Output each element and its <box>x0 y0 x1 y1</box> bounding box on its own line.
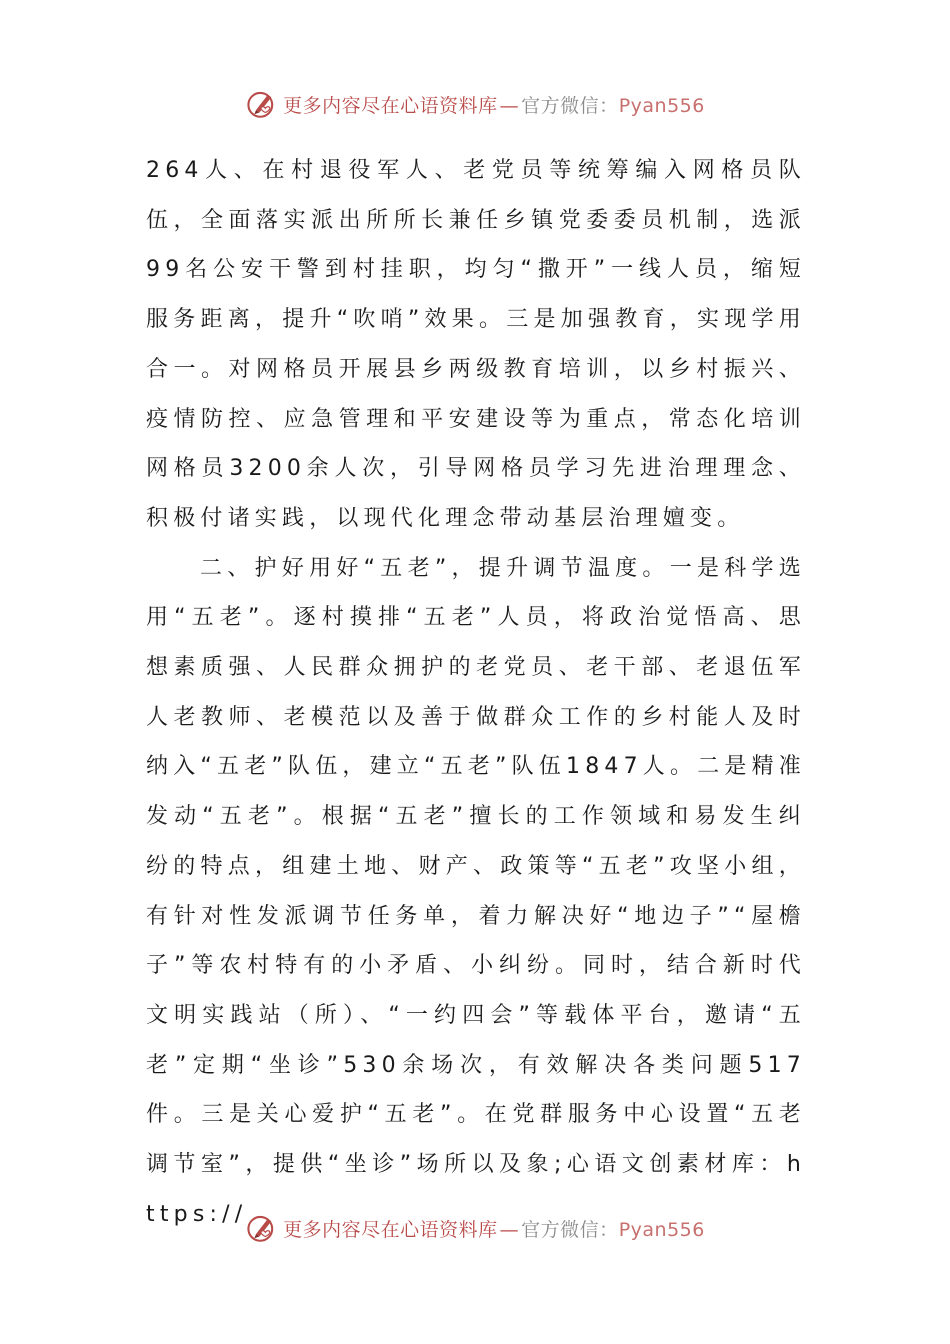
watermark-brand: 更多内容尽在心语资料库 <box>283 94 498 117</box>
watermark-separator: — <box>499 1218 520 1241</box>
footer-watermark <box>0 1208 950 1248</box>
pen-heart-logo-icon <box>245 87 279 121</box>
watermark-wechat-label: 官方微信： <box>521 1218 619 1241</box>
watermark-separator: — <box>499 94 520 117</box>
paragraph-1: 264人、在村退役军人、老党员等统筹编入网格员队伍，全面落实派出所所长兼任乡镇党委委员机制，选派99名公安干警到村挂职，均匀“撒开”一线人员，缩短服务距离，提升“吹哨”效果。三是加强教育，实现学用合一。对网格员开展县乡两级教育培训，以乡村振兴、疫情防控、应急管理和平安建设等为重点，常态化培训网格员3200余人次，引导网格员学习先进治理理念、积极付诸实践，以现代化理念带动基层治理嬗变。 <box>146 158 806 531</box>
pen-heart-logo-icon <box>245 1211 279 1245</box>
watermark-wechat-id: Pyan556 <box>618 1218 705 1241</box>
watermark-wechat-id: Pyan556 <box>618 94 705 117</box>
watermark-wechat-label: 官方微信： <box>521 94 619 117</box>
watermark-text <box>283 1215 705 1242</box>
watermark-text <box>283 91 705 118</box>
header-watermark <box>0 84 950 124</box>
paragraph-2: 二、护好用好“五老”，提升调节温度。一是科学选用“五老”。逐村摸排“五老”人员，将政治觉悟高、思想素质强、人民群众拥护的老党员、老干部、老退伍军人老教师、老模范以及善于做群众工作的乡村能人及时纳入“五老”队伍，建立“五老”队伍1847人。二是精准发动“五老”。根据“五老”擅长的工作领域和易发生纠纷的特点，组建土地、财产、政策等“五老”攻坚小组，有针对性发派调节任务单，着力解决好“地边子”“屋檐子”等农村特有的小矛盾、小纠纷。同时，结合新时代文明实践站（所）、“一约四会”等载体平台，邀请“五老”定期“坐诊”530余场次，有效解决各类问题517件。三是关心爱护“五老”。在党群服务中心设置“五老调节室”，提供“坐诊”场所以及象;心语文创素材库：https:// <box>146 555 806 1227</box>
watermark-brand: 更多内容尽在心语资料库 <box>283 1218 498 1241</box>
document-body <box>146 146 806 1239</box>
